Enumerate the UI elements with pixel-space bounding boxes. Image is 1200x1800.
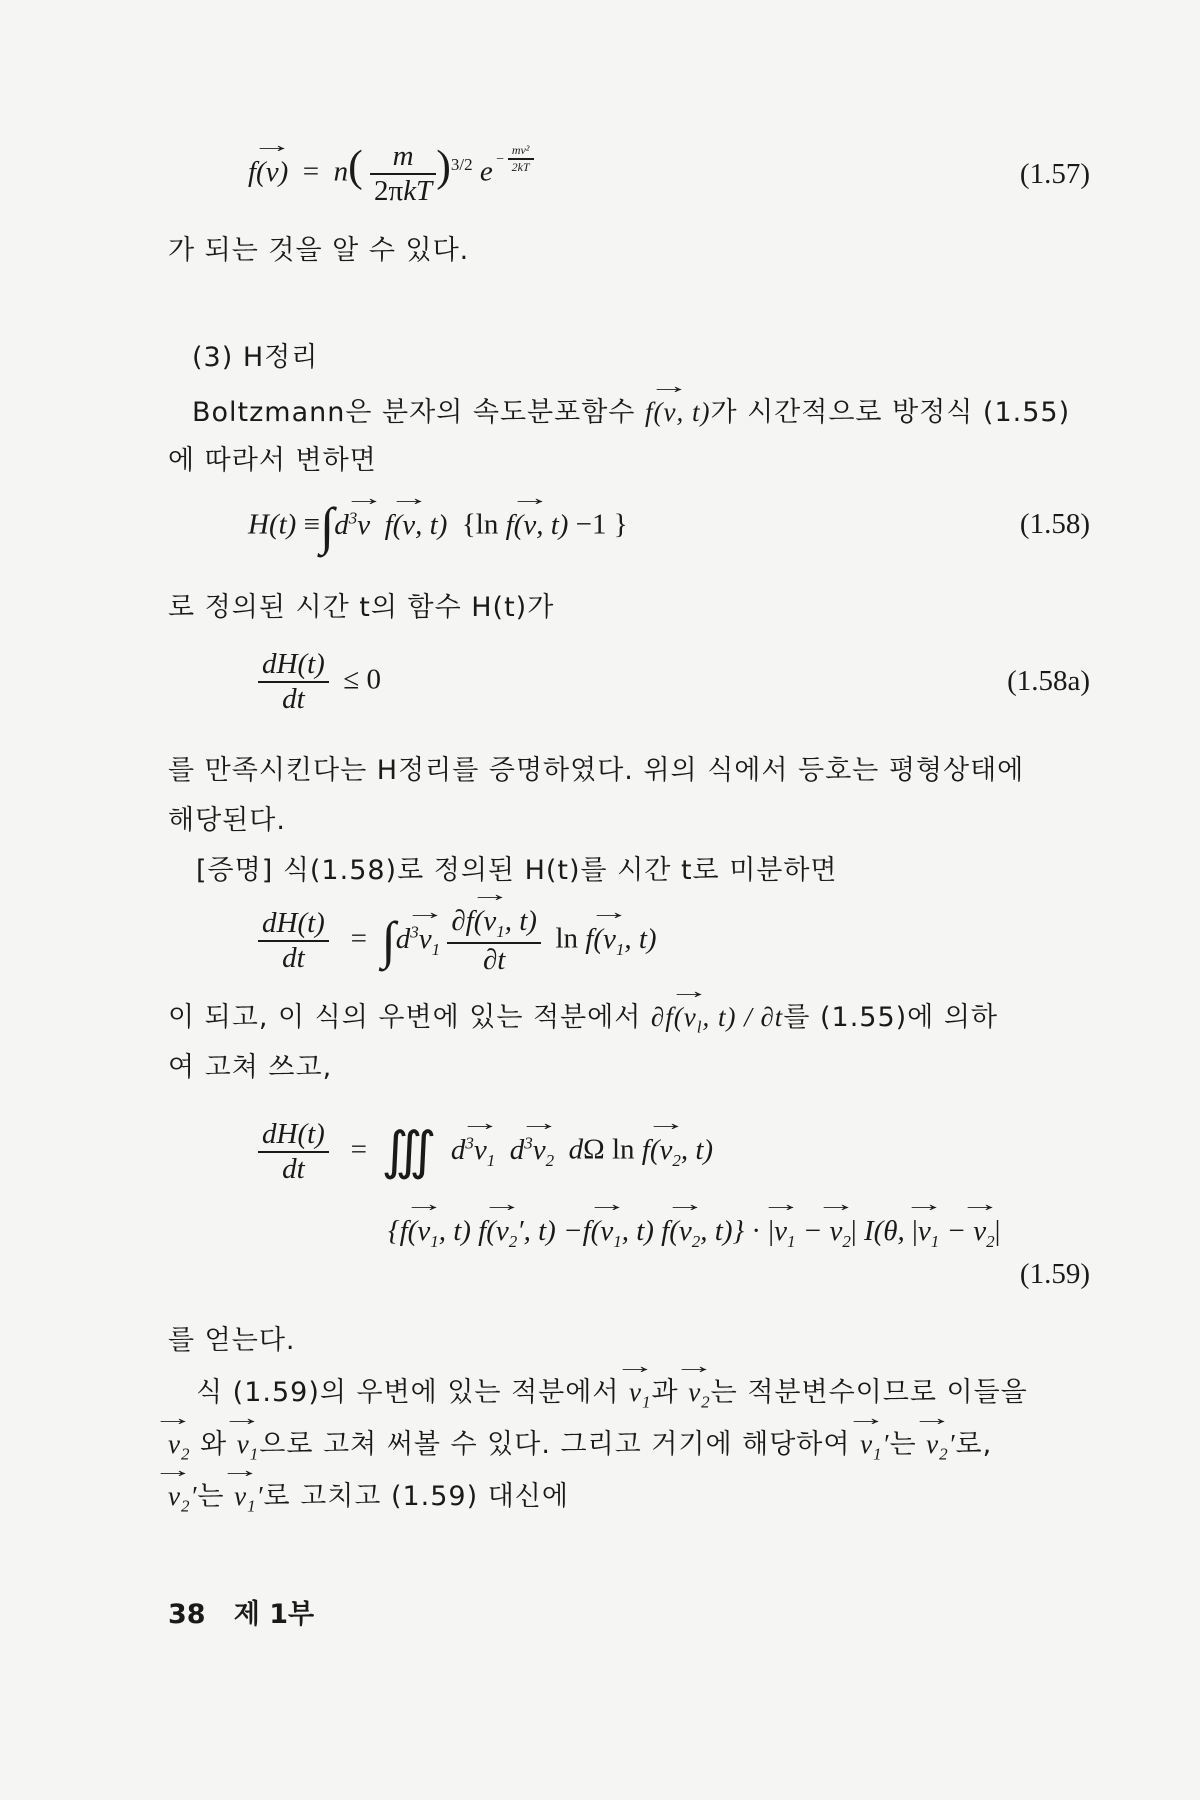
paragraph-line: → $v_2'$는 → $v_1'$로 고치고 (1.59) 대신에	[168, 1474, 569, 1516]
section-heading: (3) H정리	[192, 342, 319, 373]
equation-1-58: $H(t) \equiv\int d^3\to v$ f(→ v, t) {ln f(→ v, t) −1 }	[248, 508, 628, 543]
equation-number: (1.57)	[1019, 158, 1090, 190]
paragraph-line: 식 (1.59)의 우변에 있는 적분에서 → $v_1$과 → $v_2$는 적분변수이므로 이들을	[196, 1370, 1028, 1412]
paragraph-line: Boltzmann은 분자의 속도분포함수 f(→ v, t)가 시간적으로 방정식 (1.55)	[192, 390, 1070, 429]
paragraph-line: 이 되고, 이 식의 우변에 있는 적분에서 $\partial f(\to v_l$, t) / ∂t를 (1.55)에 의하	[168, 995, 998, 1037]
page-number: 38	[168, 1599, 206, 1630]
equation-dH-dt: $\frac{dH(t)}{dt}$ = $\int d^3\to v_1$ $\frac{\partial f(\to v_1, t)}{\partial t}$ $\ln f(\to v_1$, t)	[258, 905, 657, 977]
paragraph-line: 를 얻는다.	[168, 1325, 296, 1356]
proof-heading: [증명] 식(1.58)로 정의된 H(t)를 시간 t로 미분하면	[196, 855, 838, 886]
equation-number: (1.58)	[1019, 508, 1090, 540]
paragraph-line: → $v_2$ 와 → $v_1$으로 고쳐 써볼 수 있다. 그리고 거기에 해당하여 → $v_1'$는 → $v_2'$로,	[168, 1422, 992, 1464]
equation-1-57: f(→ v) = n( $\frac{m}{\text{2πkT}}$ )$^{3/2}$ e $^{- \frac{\text{mv²}}{2kT}}$	[248, 140, 534, 208]
paragraph-line: 가 되는 것을 알 수 있다.	[168, 235, 470, 266]
paragraph-line: 에 따라서 변하면	[168, 445, 377, 476]
equation-1-59-line1: $\frac{dH(t)}{dt}$ = ∭ $d^3\to v_1$ $d^3\to v_2$ dΩ $\ln f(\to v_2$, t)	[258, 1118, 713, 1186]
page-footer	[168, 1592, 314, 1631]
equation-number: (1.59)	[1019, 1258, 1090, 1290]
paragraph-line: 로 정의된 시간 t의 함수 H(t)가	[168, 592, 555, 623]
equation-1-59-line2: {$f(\to v_1$, t) $f(\to v_2'$, $t) -f(\to v_1$, t) $f(\to v_2$, t)} · |→ $v_1$ − → $v_2|$ I(θ, |→ $v_1$ − → $v_2|$	[388, 1215, 1000, 1252]
part-label: 제 1부	[233, 1599, 315, 1630]
paragraph-line: 여 고쳐 쓰고,	[168, 1052, 333, 1083]
paragraph-line: 를 만족시킨다는 H정리를 증명하였다. 위의 식에서 등호는 평형상태에	[168, 755, 1025, 786]
paragraph-line: 해당된다.	[168, 805, 286, 836]
equation-1-58a: $\frac{dH(t)}{dt}$ ≤ 0	[258, 648, 381, 716]
equation-number: (1.58a)	[1007, 665, 1090, 697]
